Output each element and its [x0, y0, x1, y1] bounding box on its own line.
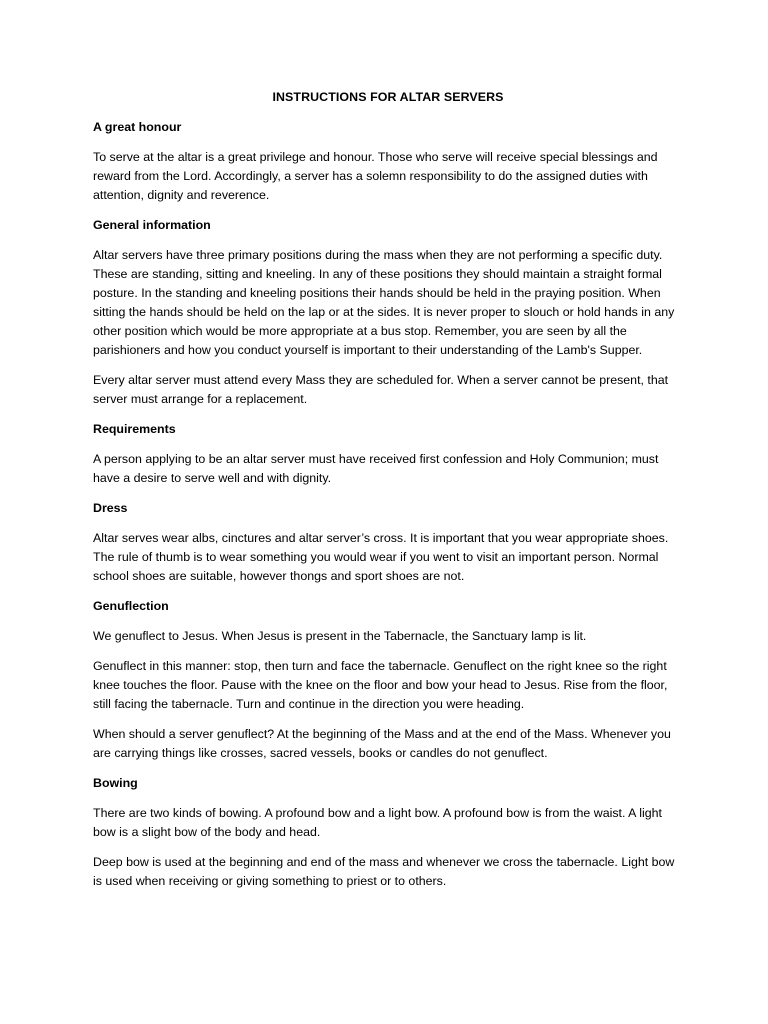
paragraph: There are two kinds of bowing. A profound bow and a light bow. A profound bow is from the waist. A light bow is a slight bow of the body and head. [93, 806, 662, 839]
section-dress [93, 499, 683, 586]
document-body [93, 88, 683, 902]
paragraph: Deep bow is used at the beginning and end of the mass and whenever we cross the tabernacle. Light bow is used when receiving or giving something to priest or to others. [93, 855, 675, 888]
paragraph: Altar servers have three primary positions during the mass when they are not performing a specific duty. These are standing, sitting and kneeling. In any of these positions they should maintain a straight formal posture. In the standing and kneeling positions their hands should be held in the praying position. When sitting the hands should be held on the lap or at the sides. It is never proper to slouch or hold hands in any other position which would be more appropriate at a bus stop. Remember, you are seen by all the parishioners and how you conduct yourself is important to their understanding of the Lamb's Supper. [93, 248, 675, 357]
section-bowing [93, 774, 683, 891]
section-general-information [93, 216, 683, 409]
document-title: INSTRUCTIONS FOR ALTAR SERVERS [272, 90, 504, 104]
paragraph: Genuflect in this manner: stop, then turn and face the tabernacle. Genuflect on the right knee so the right knee touches the floor. Pause with the knee on the floor and bow your head to Jesus. Rise from the floor, still facing the tabernacle. Turn and continue in the direction you were heading. [93, 659, 668, 711]
section-great-honour [93, 118, 683, 205]
section-heading: A great honour [93, 120, 182, 134]
paragraph: A person applying to be an altar server must have received first confession and Holy Communion; must have a desire to serve well and with dignity. [93, 452, 659, 485]
section-heading: Requirements [93, 422, 176, 436]
paragraph: Altar serves wear albs, cinctures and altar server’s cross. It is important that you wear appropriate shoes. The rule of thumb is to wear something you would wear if you went to visit an important person. Normal school shoes are suitable, however thongs and sport shoes are not. [93, 531, 669, 583]
section-requirements [93, 420, 683, 488]
paragraph: When should a server genuflect? At the beginning of the Mass and at the end of the Mass. Whenever you are carrying things like crosses, sacred vessels, books or candles do not genuflect. [93, 727, 671, 760]
paragraph: Every altar server must attend every Mass they are scheduled for. When a server cannot be present, that server must arrange for a replacement. [93, 373, 669, 406]
section-heading: Dress [93, 501, 128, 515]
paragraph: To serve at the altar is a great privilege and honour. Those who serve will receive special blessings and reward from the Lord. Accordingly, a server has a solemn responsibility to do the assigned duties with attention, dignity and reverence. [93, 150, 658, 202]
section-heading: Genuflection [93, 599, 169, 613]
section-heading: Bowing [93, 776, 138, 790]
section-heading: General information [93, 218, 211, 232]
section-genuflection [93, 597, 683, 763]
paragraph: We genuflect to Jesus. When Jesus is present in the Tabernacle, the Sanctuary lamp is lit. [93, 629, 587, 643]
